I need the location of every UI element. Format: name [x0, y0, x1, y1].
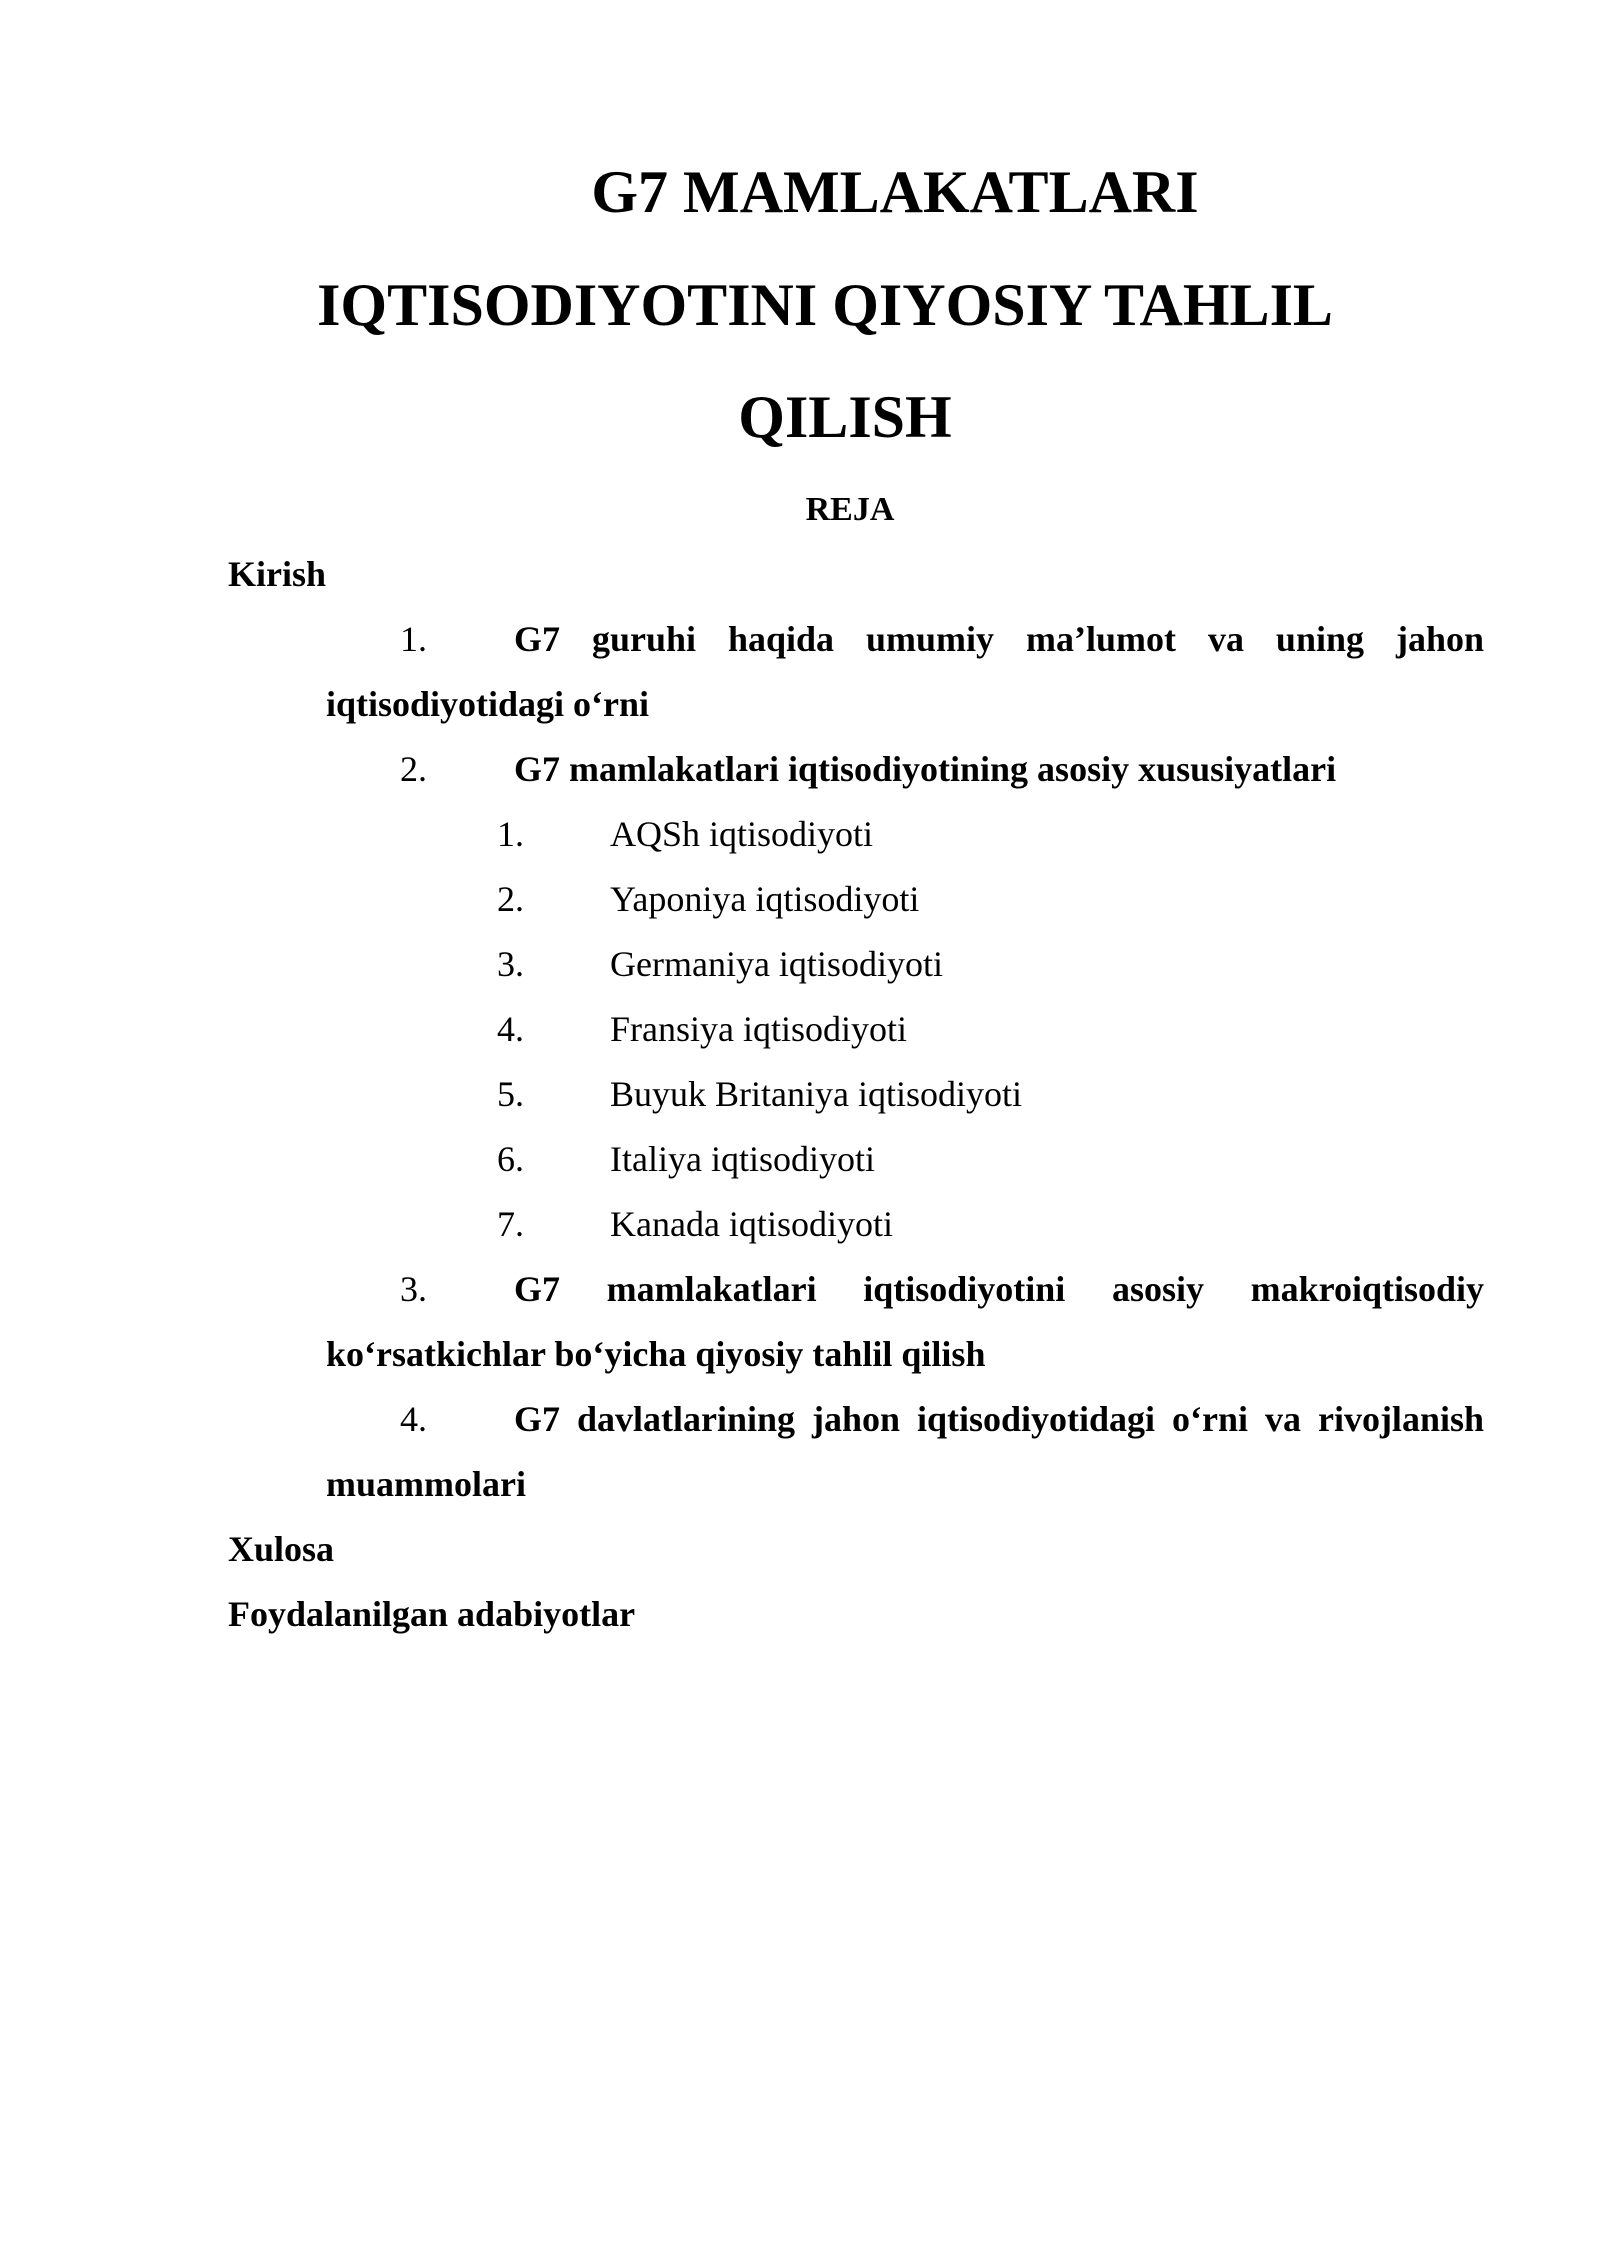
document-title-line-2: IQTISODIYOTINI QIYOSIY TAHLIL — [317, 272, 1333, 338]
subitem-3-text: Germaniya iqtisodiyoti — [610, 944, 943, 984]
plan-item-2-number: 2. — [400, 749, 427, 789]
plan-item-4-number: 4. — [400, 1399, 427, 1439]
plan-item-4-line-2: muammolari — [326, 1464, 526, 1504]
document-title-line-3: QILISH — [738, 384, 952, 450]
intro-heading: Kirish — [228, 554, 327, 594]
plan-heading: REJA — [805, 491, 895, 528]
document-title-line-1: G7 MAMLAKATLARI — [591, 159, 1199, 225]
plan-item-3-line-1: G7 mamlakatlari iqtisodiyotini asosiy makroiqtisodiy — [514, 1269, 1484, 1309]
plan-item-3-number: 3. — [400, 1269, 427, 1309]
plan-item-2-line-1: G7 mamlakatlari iqtisodiyotining asosiy xususiyatlari — [514, 749, 1337, 789]
plan-item-4-line-1: G7 davlatlarining jahon iqtisodiyotidagi o‘rni va rivojlanish — [514, 1399, 1484, 1439]
subitem-3-number: 3. — [497, 944, 524, 984]
subitem-4-text: Fransiya iqtisodiyoti — [610, 1009, 907, 1049]
subitem-6-number: 6. — [497, 1139, 524, 1179]
plan-item-1-line-1: G7 guruhi haqida umumiy ma’lumot va uning jahon — [514, 619, 1484, 659]
plan-item-1-line-2: iqtisodiyotidagi o‘rni — [326, 684, 650, 724]
subitem-5-text: Buyuk Britaniya iqtisodiyoti — [610, 1074, 1022, 1114]
plan-item-1-number: 1. — [400, 619, 427, 659]
subitem-7-text: Kanada iqtisodiyoti — [610, 1204, 893, 1244]
subitem-2-text: Yaponiya iqtisodiyoti — [610, 879, 920, 919]
plan-item-3-line-2: ko‘rsatkichlar bo‘yicha qiyosiy tahlil qilish — [326, 1334, 986, 1374]
subitem-4-number: 4. — [497, 1009, 524, 1049]
conclusion-heading: Xulosa — [228, 1529, 335, 1569]
subitem-5-number: 5. — [497, 1074, 524, 1114]
subitem-6-text: Italiya iqtisodiyoti — [610, 1139, 875, 1179]
subitem-1-number: 1. — [497, 814, 524, 854]
subitem-2-number: 2. — [497, 879, 524, 919]
references-heading: Foydalanilgan adabiyotlar — [228, 1594, 636, 1634]
subitem-7-number: 7. — [497, 1204, 524, 1244]
subitem-1-text: AQSh iqtisodiyoti — [610, 814, 874, 854]
